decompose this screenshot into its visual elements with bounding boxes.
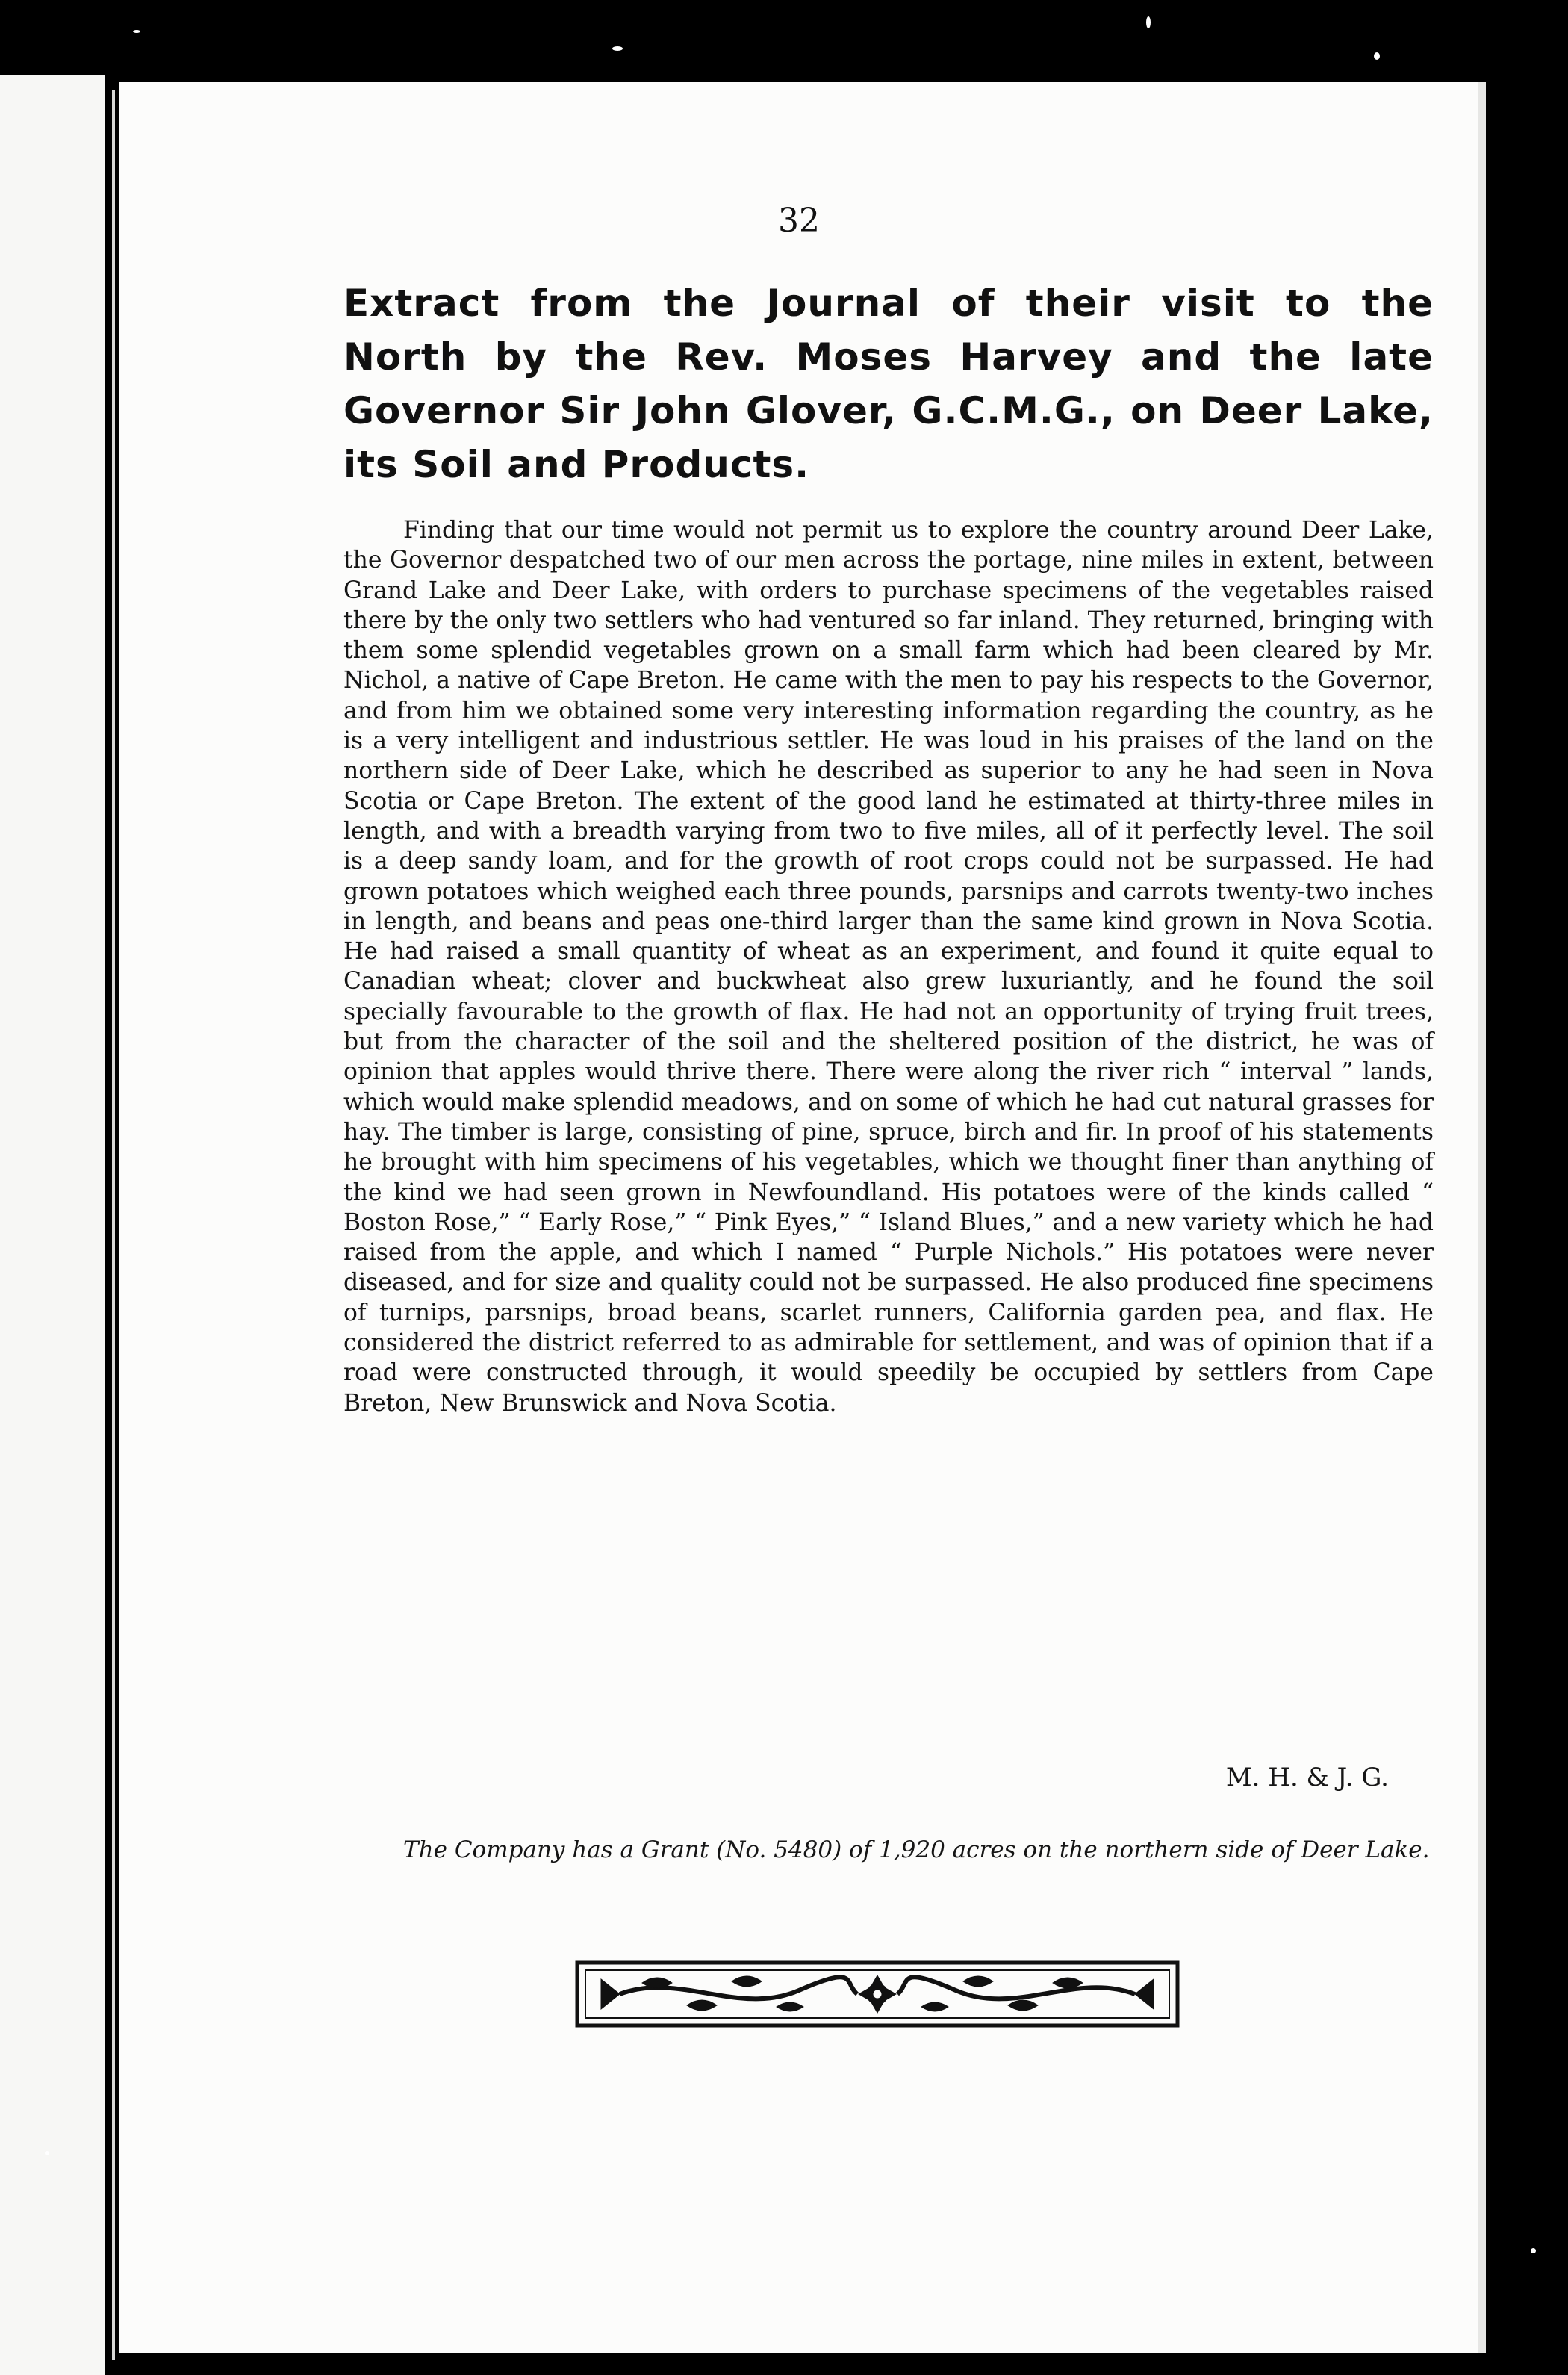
decorative-floral-ornament [575, 1960, 1180, 2028]
page-title: Extract from the Journal of their visit to the North by the Rev. Moses Harvey and the late Governor Sir John Glover, G.C.M.G., on Deer Lake, its Soil and Products. [343, 282, 1434, 486]
page-gutter-rule [112, 90, 115, 2360]
page-number: 32 [778, 202, 820, 240]
body-paragraph: Finding that our time would not permit us to explore the country around Deer Lake, the Governor despatched two of our men across the portage, nine miles in extent, between Grand Lake and Deer Lake, with orders to purchase specimens of the vegetables raised there by the only two settlers who had ventured so far inland. They returned, bringing with them some splendid vegetables grown on a small farm which had been cleared by Mr. Nichol, a native of Cape Breton. He came with the men to pay his respects to the Governor, and from him we obtained some very interesting information regarding the country, as he is a very intelligent and industrious settler. He was loud in his praises of the land on the northern side of Deer Lake, which he described as superior to any he had seen in Nova Scotia or Cape Breton. The extent of the good land he estimated at thirty-three miles in length, and with a breadth varying from two to five miles, all of it perfectly level. The soil is a deep sandy loam, and for the growth of root crops could not be surpassed. He had grown potatoes which weighed each three pounds, parsnips and carrots twenty-two inches in length, and beans and peas one-third larger than the same kind grown in Nova Scotia. He had raised a small quantity of wheat as an experiment, and found it quite equal to Canadian wheat; clover and buckwheat also grew luxuriantly, and he found the soil specially favourable to the growth of flax. He had not an opportunity of trying fruit trees, but from the character of the soil and the sheltered position of the district, he was of opinion that apples would thrive there. There were along the river rich “ interval ” lands, which would make splendid meadows, and on some of which he had cut natural grasses for hay. The timber is large, consisting of pine, spruce, birch and fir. In proof of his statements he brought with him specimens of his vegetables, which we thought finer than anything of the kind we had seen grown in Newfoundland. His potatoes were of the kinds called “ Boston Rose,” “ Early Rose,” “ Pink Eyes,” “ Island Blues,” and a new variety which he had raised from the apple, and which I named “ Purple Nichols.” His potatoes were never diseased, and for size and quality could not be surpassed. He also produced fine specimens of turnips, parsnips, broad beans, scarlet runners, California garden pea, and flax. He considered the district referred to as admirable for settlement, and was of opinion that if a road were constructed through, it would speedily be occupied by settlers from Cape Breton, New Brunswick and Nova Scotia. [343, 517, 1434, 1417]
journal-extract [343, 515, 1434, 1418]
adjacent-page-edge [0, 75, 105, 2375]
document-page [119, 82, 1486, 2353]
signature: M. H. & J. G. [1225, 1763, 1389, 1792]
grant-note: The Company has a Grant (No. 5480) of 1,920 acres on the northern side of Deer Lake. [403, 1837, 1430, 1863]
